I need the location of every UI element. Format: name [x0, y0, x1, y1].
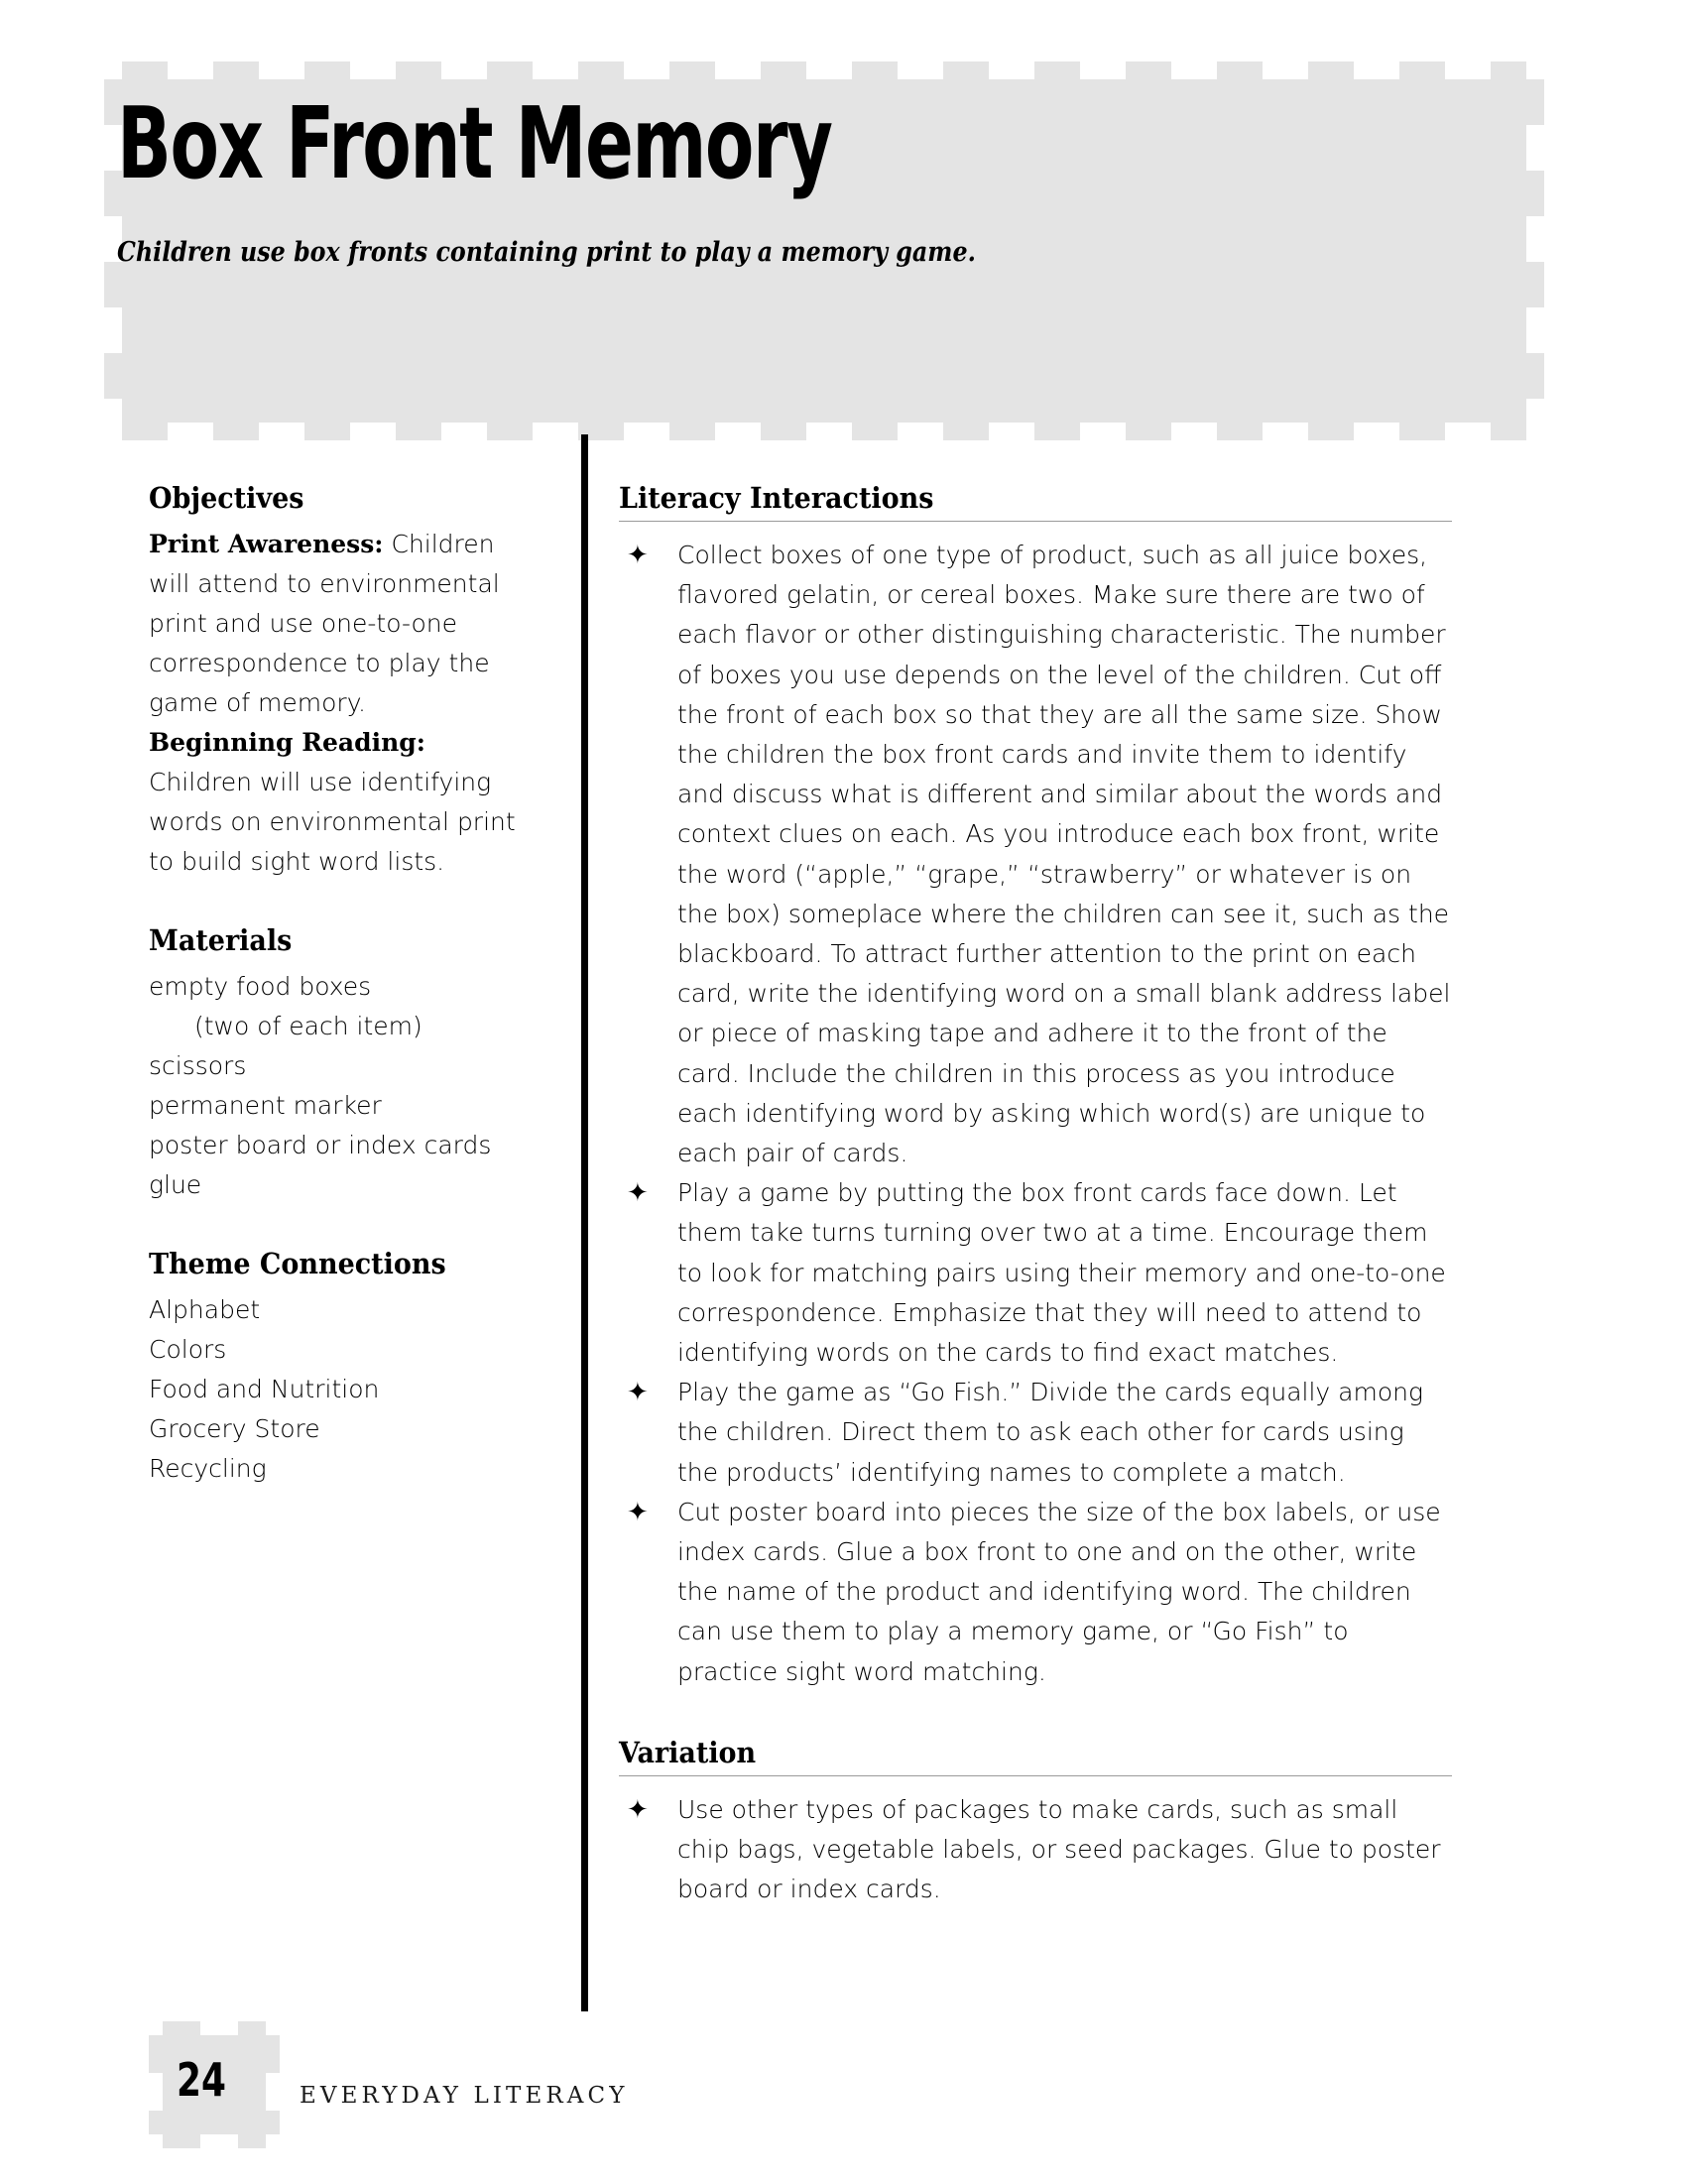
- theme-connections-heading: Theme Connections: [149, 1247, 446, 1280]
- list-item-text: Collect boxes of one type of product, such as all juice boxes, flavored gelatin, or cereal boxes. Make sure there are two of each flavor or other distinguishing characteristic. The number of boxes you use depends on the level of the children. Cut off the front of each box so that they are all the same size. Show the children the box front cards and invite them to identify and discuss what is different and similar about the words and context clues on each. As you introduce each box front, write the word (“apple,” “grape,” “strawberry” or whatever is on the box) someplace where the children can see it, such as the blackboard. To attract further attention to the print on each card, write the identifying word on a small blank address label or piece of masking tape and adhere it to the front of the card. Include the children in this process as you introduce each identifying word by asking which word(s) are unique to each pair of cards.: [677, 541, 1451, 1168]
- list-item: [619, 1173, 1452, 1373]
- materials-item: scissors: [149, 1051, 247, 1080]
- objective-text-print-awareness: Children will attend to environmental print and use one-to-one correspondence to play the game of memory.: [149, 530, 500, 717]
- theme-connections-section: [149, 1247, 526, 1489]
- objectives-heading: Objectives: [149, 481, 304, 515]
- theme-connection-item: Alphabet: [149, 1295, 261, 1324]
- materials-item: empty food boxes: [149, 972, 372, 1001]
- list-item-text: Play a game by putting the box front cards face down. Let them take turns turning over two at a time. Encourage them to look for matching pairs using their memory and one-to-one correspondence. Emphasize that they will need to attend to identifying words on the cards to find exact matches.: [677, 1178, 1446, 1368]
- objectives-section: [149, 481, 526, 882]
- variation-list: [619, 1790, 1452, 1910]
- materials-item: poster board or index cards: [149, 1131, 492, 1159]
- page-footer: [149, 2021, 843, 2150]
- page-subtitle: Children use box fronts containing print to play a memory game.: [117, 237, 976, 268]
- page-title: Box Front Memory: [117, 85, 832, 201]
- footer-stamp-teeth-bottom: [163, 2134, 266, 2148]
- diamond-bullet-icon: ✦: [627, 1497, 649, 1527]
- list-item-text: Play the game as “Go Fish.” Divide the cards equally among the children. Direct them to ask each other for cards using the products’ identifying names to complete a match.: [677, 1378, 1423, 1487]
- variation-heading: Variation: [619, 1735, 757, 1769]
- variation-section: [619, 1736, 1452, 1910]
- theme-connection-item: Colors: [149, 1335, 227, 1364]
- spacer: [149, 1205, 526, 1247]
- materials-heading: Materials: [149, 923, 293, 957]
- literacy-interactions-section: [619, 481, 1452, 1692]
- materials-item: permanent marker: [149, 1091, 382, 1120]
- list-item-text: Use other types of packages to make cards, such as small chip bags, vegetable labels, or seed packages. Glue to poster board or index cards.: [677, 1794, 1441, 1904]
- footer-stamp-teeth-right: [266, 2035, 280, 2134]
- header-stamp-teeth-bottom: [122, 423, 1526, 440]
- list-item: [619, 1493, 1452, 1692]
- heading-rule: [619, 1775, 1452, 1776]
- list-item: [619, 1790, 1452, 1910]
- literacy-interactions-list: [619, 536, 1452, 1692]
- diamond-bullet-icon: ✦: [627, 541, 649, 570]
- diamond-bullet-icon: ✦: [627, 1794, 649, 1825]
- spacer: [149, 882, 526, 923]
- objectives-body: [149, 525, 526, 882]
- book-title-footer: EVERYDAY LITERACY: [300, 2083, 629, 2109]
- list-item: [619, 1373, 1452, 1493]
- objective-label-print-awareness: Print Awareness:: [149, 530, 384, 558]
- objective-text-beginning-reading: Children will use identifying words on environmental print to build sight word lists.: [149, 768, 516, 876]
- header-text-block: [117, 85, 1406, 268]
- heading-rule: [619, 521, 1452, 522]
- footer-stamp-teeth-top: [163, 2021, 266, 2035]
- materials-item: glue: [149, 1170, 202, 1199]
- diamond-bullet-icon: ✦: [627, 1178, 649, 1209]
- theme-connection-item: Grocery Store: [149, 1414, 320, 1443]
- header-stamp-teeth-right: [1526, 79, 1544, 423]
- literacy-interactions-heading: Literacy Interactions: [619, 481, 934, 515]
- list-item: [619, 536, 1452, 1173]
- column-divider-rule: [581, 434, 588, 2011]
- footer-stamp-teeth-left: [149, 2035, 163, 2134]
- objective-label-beginning-reading: Beginning Reading:: [149, 728, 425, 757]
- left-column: [149, 481, 526, 1489]
- right-column: [619, 481, 1452, 1910]
- list-item-text: Cut poster board into pieces the size of the box labels, or use index cards. Glue a box front to one and on the other, write the name of the product and identifying word. The children can use them to play a memory game, or “Go Fish” to practice sight word matching.: [677, 1497, 1441, 1686]
- materials-item: (two of each item): [194, 1012, 422, 1040]
- diamond-bullet-icon: ✦: [627, 1378, 649, 1408]
- header-stamp-teeth-top: [122, 61, 1526, 79]
- materials-section: [149, 923, 526, 1205]
- theme-connection-item: Recycling: [149, 1454, 267, 1483]
- page-number: 24: [177, 2053, 226, 2107]
- theme-connection-item: Food and Nutrition: [149, 1375, 380, 1403]
